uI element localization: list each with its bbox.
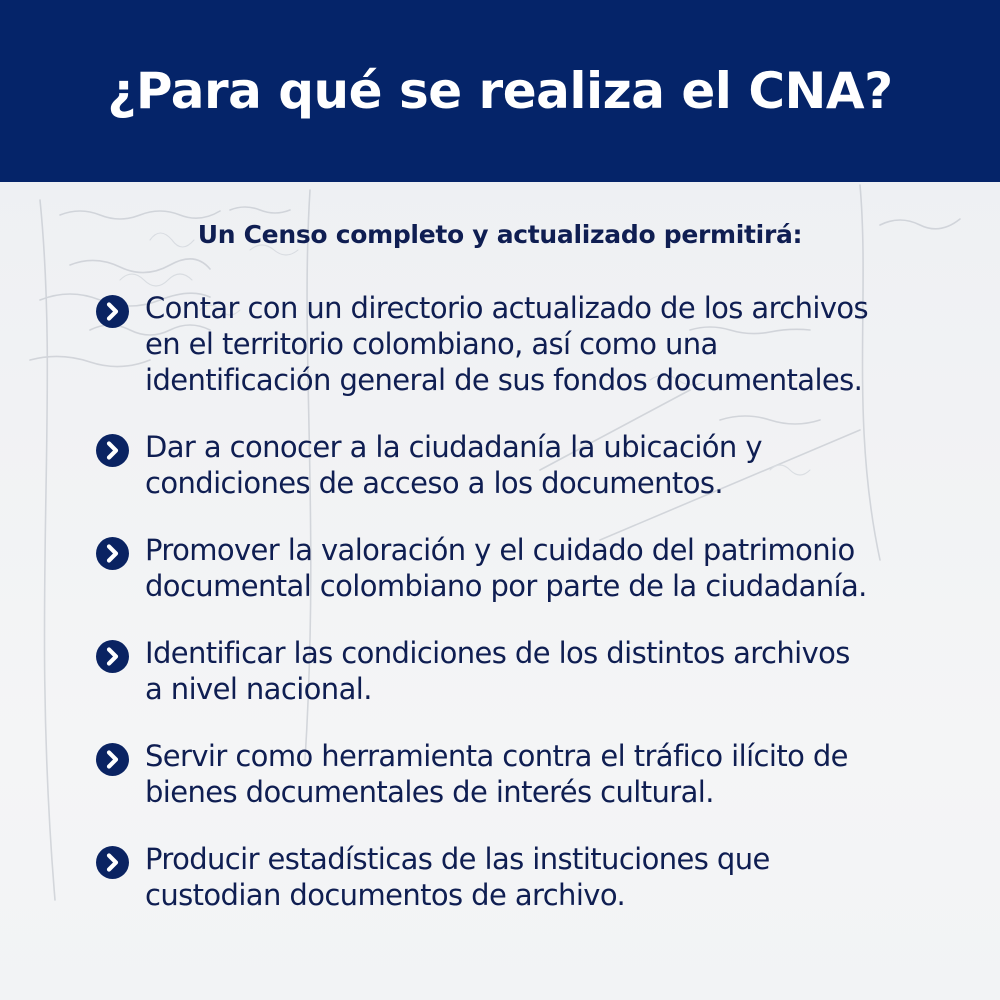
list-item [96,429,956,501]
list-item-text: Contar con un directorio actualizado de los archivos en el territorio colombiano, así como una identificación general de sus fondos documentales. [145,291,869,397]
list-item [96,635,956,707]
chevron-right-icon [96,743,129,776]
chevron-right-icon [96,640,129,673]
list-item [96,841,956,913]
list-item-text: Promover la valoración y el cuidado del patrimonio documental colombiano por parte de la ciudadanía. [145,533,867,603]
header-banner [0,0,1000,182]
chevron-right-icon [96,434,129,467]
benefits-list [96,290,956,913]
page-title: ¿Para qué se realiza el CNA? [107,62,893,120]
list-item-text: Servir como herramienta contra el tráfico ilícito de bienes documentales de interés cultural. [145,739,848,809]
chevron-right-icon [96,295,129,328]
list-item-text: Dar a conocer a la ciudadanía la ubicación y condiciones de acceso a los documentos. [145,430,762,500]
intro-heading: Un Censo completo y actualizado permitirá: [197,220,803,249]
chevron-right-icon [96,537,129,570]
list-item [96,532,956,604]
list-item-text: Producir estadísticas de las instituciones que custodian documentos de archivo. [145,842,770,912]
chevron-right-icon [96,846,129,879]
list-item-text: Identificar las condiciones de los distintos archivos a nivel nacional. [145,636,850,706]
list-item [96,738,956,810]
list-item [96,290,956,398]
